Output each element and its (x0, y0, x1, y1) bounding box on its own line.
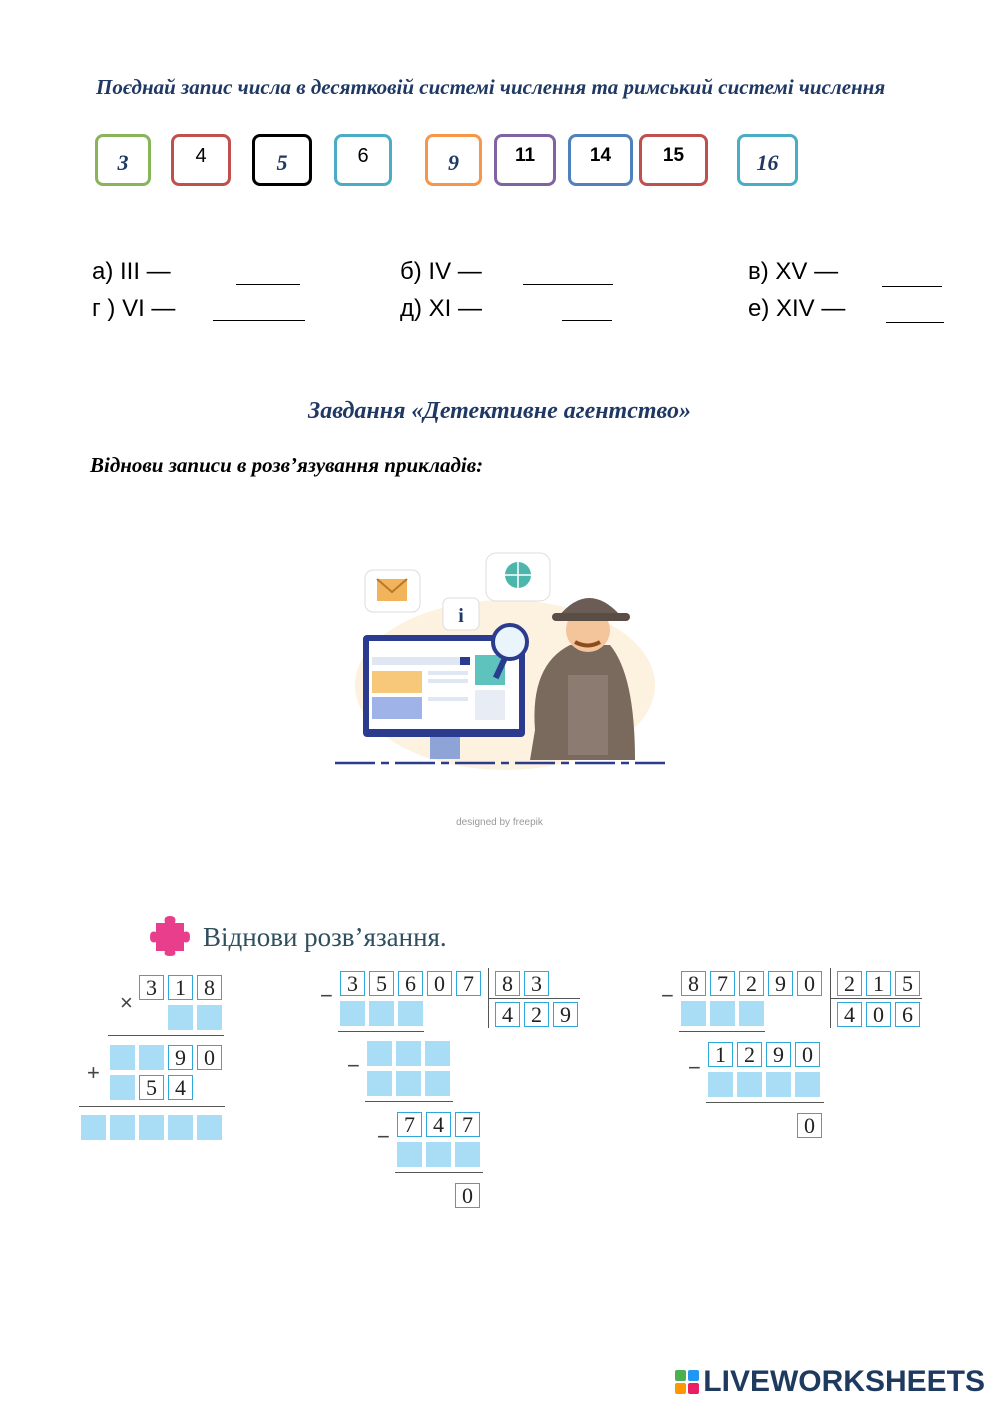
div2-input-cell[interactable] (708, 1072, 733, 1097)
number-box-4[interactable]: 4 (171, 134, 231, 186)
div1-quotient-digit: 9 (553, 1002, 578, 1027)
div2-step-digit: 1 (708, 1042, 733, 1067)
div2-line (706, 1102, 824, 1103)
div1-input-cell[interactable] (425, 1071, 450, 1096)
pair-b: б) IV — (400, 258, 482, 285)
mult-line (108, 1035, 224, 1036)
detective-illustration (330, 545, 670, 770)
div1-divisor-digit: 8 (495, 971, 520, 996)
mult-top-digit: 8 (197, 975, 222, 1000)
mult-partial-digit: 5 (139, 1075, 164, 1100)
div1-dividend-digit: 5 (369, 971, 394, 996)
minus-sign: − (688, 1055, 701, 1080)
div1-input-cell[interactable] (397, 1142, 422, 1167)
div2-step-digit: 9 (766, 1042, 791, 1067)
div2-line (830, 998, 922, 999)
div2-input-cell[interactable] (766, 1072, 791, 1097)
div1-input-cell[interactable] (426, 1142, 451, 1167)
image-credit: designed by freepik (456, 817, 543, 828)
div2-quotient-digit: 0 (866, 1002, 891, 1027)
div2-dividend-digit: 2 (739, 971, 764, 996)
svg-text:i: i (458, 605, 464, 627)
div2-quotient-digit: 6 (895, 1002, 920, 1027)
mult-input-cell[interactable] (110, 1115, 135, 1140)
div2-input-cell[interactable] (681, 1001, 706, 1026)
div2-divisor-digit: 1 (866, 971, 891, 996)
div1-dividend-digit: 3 (340, 971, 365, 996)
task2-instruction: Віднови записи в розв’язування прикладів: (90, 453, 484, 477)
div1-input-cell[interactable] (396, 1041, 421, 1066)
number-box-14[interactable]: 14 (568, 134, 633, 186)
div1-input-cell[interactable] (425, 1041, 450, 1066)
number-box-16[interactable]: 16 (737, 134, 798, 186)
mult-input-cell[interactable] (110, 1075, 135, 1100)
number-box-9[interactable]: 9 (425, 134, 482, 186)
mult-input-cell[interactable] (168, 1115, 193, 1140)
pair-e: е) XIV — (748, 295, 846, 322)
div1-line (338, 1031, 424, 1032)
mult-input-cell[interactable] (197, 1115, 222, 1140)
div1-divisor-digit: 3 (524, 971, 549, 996)
liveworksheets-icon (675, 1370, 699, 1394)
mult-partial-digit: 0 (197, 1045, 222, 1070)
div1-input-cell[interactable] (340, 1001, 365, 1026)
answer-blank-d[interactable] (562, 320, 612, 321)
mult-top-digit: 3 (139, 975, 164, 1000)
div2-dividend-digit: 8 (681, 971, 706, 996)
div2-step-digit: 0 (795, 1042, 820, 1067)
div2-input-cell[interactable] (795, 1072, 820, 1097)
task2-title: Завдання «Детективне агентство» (308, 398, 691, 424)
multiply-sign: × (120, 990, 133, 1015)
task3-heading: Віднови розв’язання. (203, 922, 447, 952)
number-box-5[interactable]: 5 (252, 134, 312, 186)
number-box-11[interactable]: 11 (494, 134, 556, 186)
mult-input-cell[interactable] (139, 1045, 164, 1070)
div2-dividend-digit: 0 (797, 971, 822, 996)
mult-input-cell[interactable] (110, 1045, 135, 1070)
div1-dividend-digit: 0 (427, 971, 452, 996)
div1-input-cell[interactable] (369, 1001, 394, 1026)
number-box-3[interactable]: 3 (95, 134, 151, 186)
answer-blank-e[interactable] (886, 322, 944, 323)
div2-divisor-digit: 2 (837, 971, 862, 996)
div1-dividend-digit: 7 (456, 971, 481, 996)
div1-quotient-digit: 4 (495, 1002, 520, 1027)
mult-input-cell[interactable] (81, 1115, 106, 1140)
div1-line (395, 1172, 483, 1173)
minus-sign: − (347, 1053, 360, 1078)
div1-quotient-digit: 2 (524, 1002, 549, 1027)
div2-dividend-digit: 7 (710, 971, 735, 996)
div2-input-cell[interactable] (739, 1001, 764, 1026)
answer-blank-g[interactable] (213, 320, 305, 321)
mult-partial-digit: 9 (168, 1045, 193, 1070)
div1-line (365, 1101, 453, 1102)
mult-line (79, 1106, 225, 1107)
div2-input-cell[interactable] (710, 1001, 735, 1026)
div1-input-cell[interactable] (367, 1041, 392, 1066)
div1-input-cell[interactable] (367, 1071, 392, 1096)
div1-step-digit: 4 (426, 1112, 451, 1137)
div2-divisor-digit: 5 (895, 971, 920, 996)
plus-sign: + (87, 1060, 100, 1085)
div1-dividend-digit: 6 (398, 971, 423, 996)
mult-partial-digit: 4 (168, 1075, 193, 1100)
mult-top-digit: 1 (168, 975, 193, 1000)
div1-line (488, 998, 580, 999)
div2-line (679, 1031, 765, 1032)
answer-blank-b[interactable] (523, 284, 613, 285)
div1-input-cell[interactable] (396, 1071, 421, 1096)
div1-step-digit: 7 (455, 1112, 480, 1137)
mult-input-cell[interactable] (197, 1005, 222, 1030)
div1-input-cell[interactable] (398, 1001, 423, 1026)
div2-quotient-digit: 4 (837, 1002, 862, 1027)
div1-input-cell[interactable] (455, 1142, 480, 1167)
task1-title: Поєднай запис числа в десятковій системі числення та римський системі числення (96, 75, 886, 99)
minus-sign: − (320, 983, 333, 1008)
div2-input-cell[interactable] (737, 1072, 762, 1097)
number-box-15[interactable]: 15 (639, 134, 708, 186)
pair-v: в) XV — (748, 258, 839, 285)
number-box-6[interactable]: 6 (334, 134, 392, 186)
answer-blank-a[interactable] (236, 284, 300, 285)
mult-input-cell[interactable] (168, 1005, 193, 1030)
div2-dividend-digit: 9 (768, 971, 793, 996)
brand-text: LIVEWORKSHEETS (703, 1365, 985, 1398)
div1-remainder: 0 (455, 1183, 480, 1208)
div2-step-digit: 2 (737, 1042, 762, 1067)
div2-remainder: 0 (797, 1113, 822, 1138)
minus-sign: − (377, 1124, 390, 1149)
answer-blank-v[interactable] (882, 286, 942, 287)
puzzle-icon (148, 913, 192, 957)
pair-d: д) XI — (400, 295, 483, 322)
pair-a: а) III — (92, 258, 171, 285)
liveworksheets-logo (675, 1365, 985, 1399)
minus-sign: − (661, 983, 674, 1008)
div1-step-digit: 7 (397, 1112, 422, 1137)
mult-input-cell[interactable] (139, 1115, 164, 1140)
pair-g: г ) VI — (92, 295, 176, 322)
